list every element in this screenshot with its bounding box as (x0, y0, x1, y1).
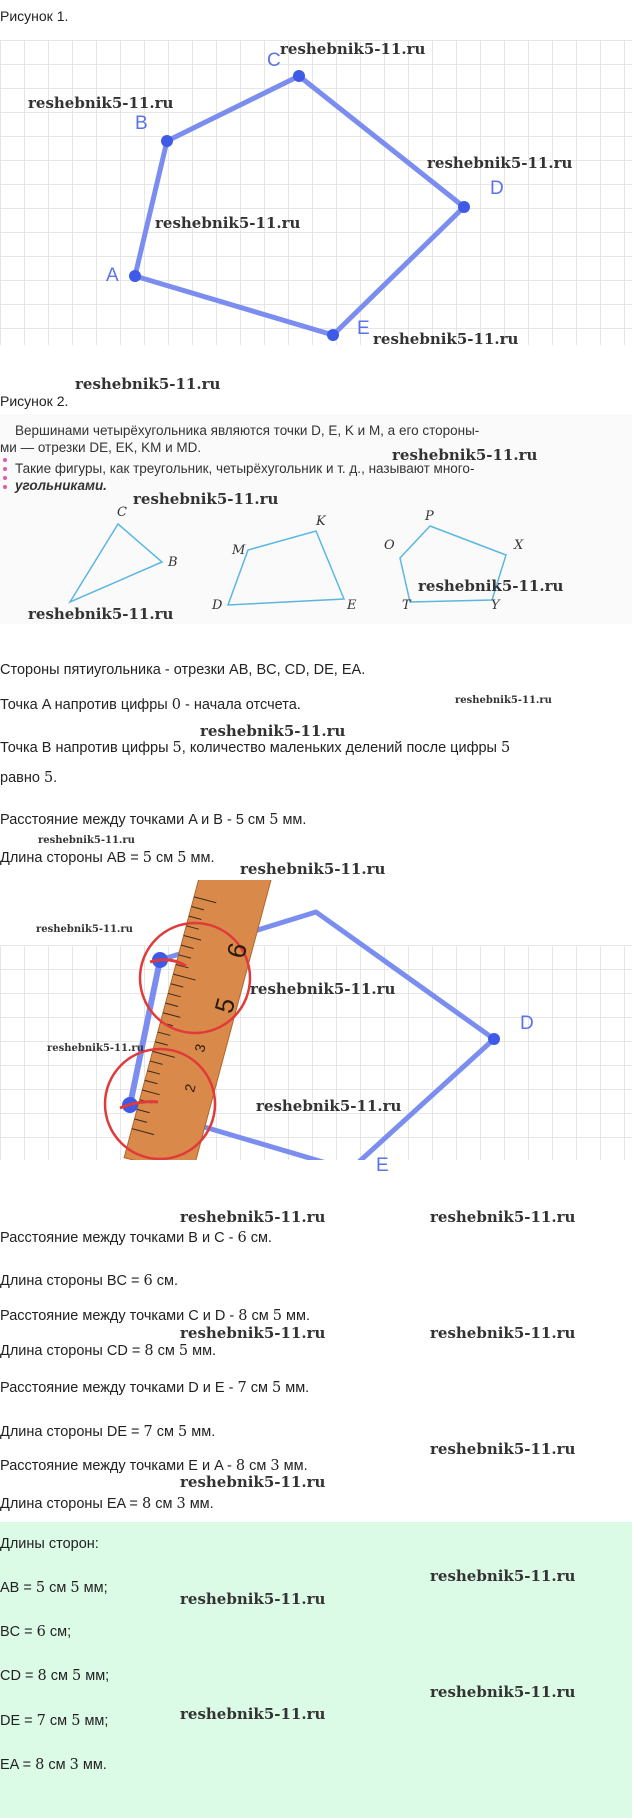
watermark: reshebnik5-11.ru (430, 1440, 576, 1458)
fig2-line1: Вершинами четырёхугольника являются точки D, E, K и M, а его стороны- (15, 423, 480, 438)
vertex-e-dot (327, 329, 339, 341)
watermark: reshebnik5-11.ru (180, 1473, 326, 1491)
watermark: reshebnik5-11.ru (430, 1324, 576, 1342)
ruler-number-3: 3 (191, 1042, 209, 1054)
pent-label-o: O (384, 538, 395, 553)
watermark: reshebnik5-11.ru (256, 1097, 402, 1115)
watermark: reshebnik5-11.ru (240, 860, 386, 878)
watermark: reshebnik5-11.ru (180, 1590, 326, 1608)
fig3-label-d: D (520, 1013, 534, 1034)
text-length-ea: Длина стороны EA = 8 см 3 мм. (0, 1496, 214, 1512)
summary-ab: AB = 5 см 5 мм; (0, 1580, 108, 1596)
text-distance-de: Расстояние между точками D и E - 7 см 5 мм. (0, 1380, 310, 1396)
point-d-dot (488, 1033, 500, 1045)
vertex-c-dot (293, 70, 305, 82)
fig2-line4: угольниками. (15, 478, 107, 493)
watermark: reshebnik5-11.ru (133, 490, 279, 508)
fig1-pentagon (0, 40, 632, 345)
summary-box (0, 1522, 632, 1818)
text-distance-ab: Расстояние между точками A и B - 5 см 5 мм. (0, 812, 307, 828)
fig1-grid (0, 40, 632, 348)
watermark: reshebnik5-11.ru (180, 1208, 326, 1226)
vertex-b-dot (161, 135, 173, 147)
watermark: reshebnik5-11.ru (430, 1567, 576, 1585)
text-length-bc: Длина стороны BC = 6 см. (0, 1273, 179, 1289)
text-distance-ea: Расстояние между точками E и A - 8 см 3 мм. (0, 1458, 308, 1474)
pent-label-t: T (402, 598, 411, 613)
text-length-de: Длина стороны DE = 7 см 5 мм. (0, 1424, 216, 1440)
vertex-d-dot (458, 201, 470, 213)
watermark: reshebnik5-11.ru (430, 1208, 576, 1226)
summary-cd: CD = 8 см 5 мм; (0, 1668, 110, 1684)
pent-label-p: P (425, 509, 434, 524)
quad-label-e: E (347, 598, 357, 613)
quad-label-d: D (212, 598, 223, 613)
text-length-ab: Длина стороны AB = 5 см 5 мм. (0, 850, 215, 866)
label-d: D (490, 178, 504, 199)
watermark: reshebnik5-11.ru (28, 94, 174, 112)
summary-bc: BC = 6 см; (0, 1624, 72, 1640)
tri-label-c: C (117, 505, 127, 520)
fig2-line3: Такие фигуры, как треугольник, четырёхугольник и т. д., называют много- (15, 461, 475, 476)
text-distance-bc: Расстояние между точками B и C - 6 см. (0, 1230, 272, 1246)
text-distance-cd: Расстояние между точками C и D - 8 см 5 мм. (0, 1308, 310, 1324)
text-sides: Стороны пятиугольника - отрезки AB, BC, CD, DE, EA. (0, 662, 366, 678)
fig1-caption: Рисунок 1. (0, 8, 69, 24)
watermark: reshebnik5-11.ru (430, 1683, 576, 1701)
quad-shape (228, 531, 344, 605)
watermark: reshebnik5-11.ru (455, 695, 552, 706)
watermark: reshebnik5-11.ru (280, 40, 426, 58)
text-point-b: Точка B напротив цифры 5, количество маленьких делений после цифры 5 (0, 740, 511, 756)
label-e: E (357, 318, 370, 339)
watermark: reshebnik5-11.ru (392, 446, 538, 464)
vertex-a-dot (129, 270, 141, 282)
fig2-line2: ми — отрезки DE, EK, KM и MD. (0, 440, 202, 455)
fig2-caption: Рисунок 2. (0, 393, 69, 409)
watermark: reshebnik5-11.ru (47, 1043, 144, 1054)
watermark: reshebnik5-11.ru (180, 1705, 326, 1723)
watermark: reshebnik5-11.ru (373, 330, 519, 348)
ruler-number-2: 2 (181, 1082, 199, 1094)
watermark: reshebnik5-11.ru (155, 214, 301, 232)
fig2-textbook (0, 414, 632, 624)
summary-de: DE = 7 см 5 мм; (0, 1713, 109, 1729)
pent-label-x: X (514, 538, 524, 553)
watermark: reshebnik5-11.ru (28, 605, 174, 623)
watermark: reshebnik5-11.ru (250, 980, 396, 998)
watermark: reshebnik5-11.ru (38, 835, 135, 846)
pent-label-y: Y (491, 598, 500, 613)
watermark: reshebnik5-11.ru (427, 154, 573, 172)
quad-label-k: K (316, 514, 326, 529)
summary-ea: EA = 8 см 3 мм. (0, 1757, 107, 1773)
fig3-label-e: E (376, 1155, 389, 1176)
triangle-shape (70, 524, 162, 602)
text-point-a: Точка A напротив цифры 0 - начала отсчета. (0, 697, 301, 713)
label-a: A (106, 265, 119, 286)
label-c: C (267, 50, 281, 71)
summary-title: Длины сторон: (0, 1536, 99, 1552)
watermark: reshebnik5-11.ru (75, 375, 221, 393)
watermark: reshebnik5-11.ru (418, 577, 564, 595)
watermark: reshebnik5-11.ru (200, 722, 346, 740)
text-length-cd: Длина стороны CD = 8 см 5 мм. (0, 1343, 217, 1359)
ruler-number-5: 5 (208, 994, 242, 1017)
fig3-drawing (0, 880, 632, 1160)
watermark: reshebnik5-11.ru (36, 924, 133, 935)
text-divisions: равно 5. (0, 770, 58, 786)
fig3-measurement (0, 880, 632, 1176)
watermark: reshebnik5-11.ru (180, 1324, 326, 1342)
tri-label-b: B (168, 555, 178, 570)
label-b: B (135, 113, 148, 134)
ruler-number-6: 6 (220, 939, 254, 962)
quad-label-m: M (232, 543, 246, 558)
